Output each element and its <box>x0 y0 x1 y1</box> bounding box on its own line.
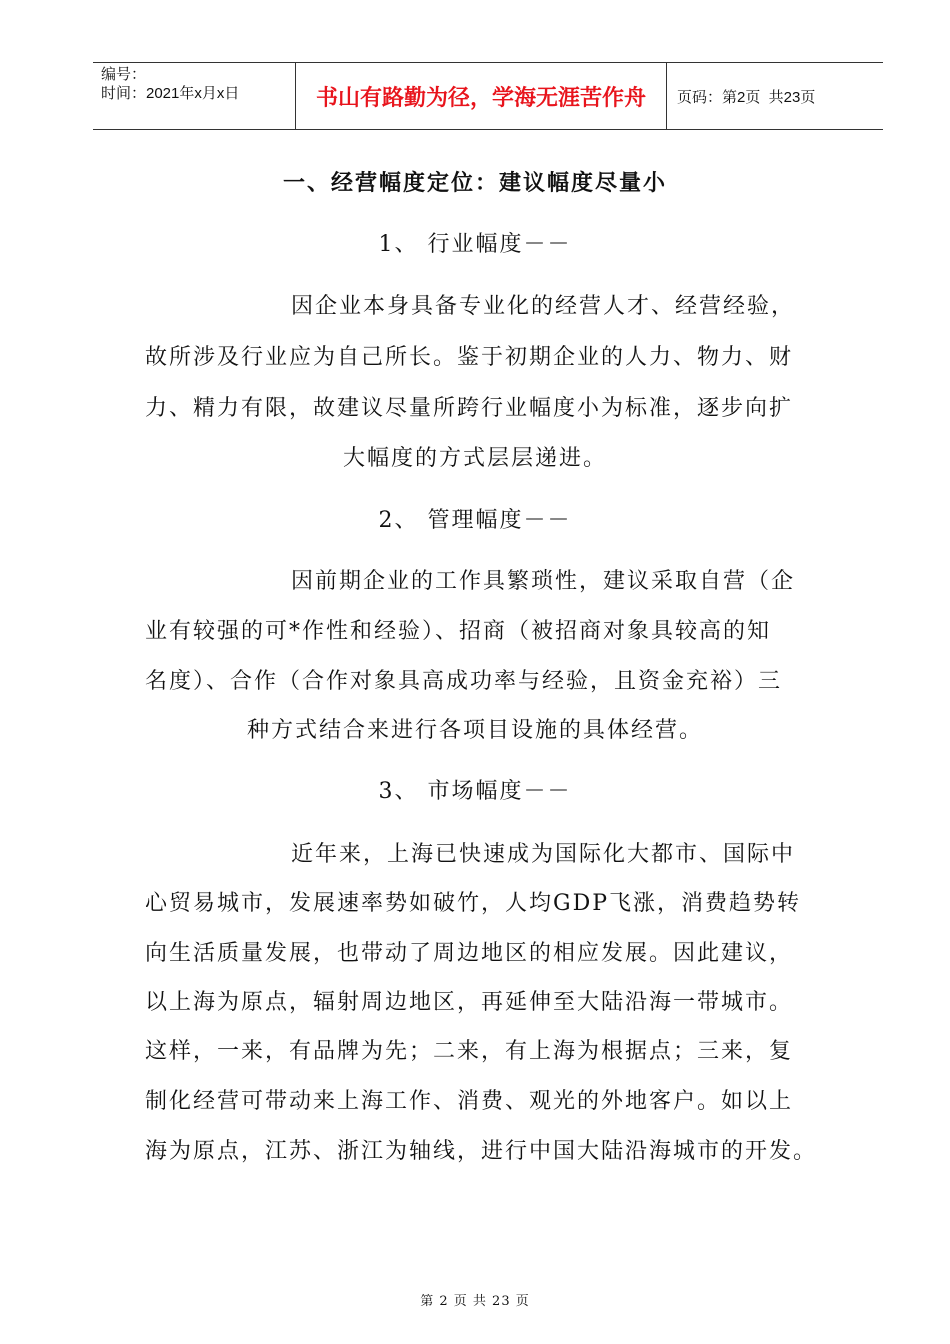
paragraph-line: 业有较强的可*作性和经验）、招商（被招商对象具较高的知 <box>145 619 772 644</box>
paragraph-line: 力、精力有限，故建议尽量所跨行业幅度小为标准，逐步向扩 <box>145 396 794 421</box>
paragraph-line: 近年来，上海已快速成为国际化大都市、国际中 <box>291 842 796 867</box>
paragraph-line: 心贸易城市，发展速率势如破竹，人均GDP飞涨，消费趋势转 <box>145 891 802 916</box>
header-page-label: 页码：第2页 共23页 <box>677 88 816 106</box>
section-heading-industry: 1、 行业幅度－－ <box>378 232 572 257</box>
paragraph-line: 故所涉及行业应为自己所长。鉴于初期企业的人力、物力、财 <box>145 345 794 370</box>
paragraph-line: 向生活质量发展，也带动了周边地区的相应发展。因此建议， <box>145 941 794 966</box>
document-number-label: 编号： <box>101 66 147 83</box>
section-heading-market: 3、 市场幅度－－ <box>378 779 572 804</box>
page-footer: 第 2 页 共 23 页 <box>420 1294 530 1309</box>
header-page-info <box>667 63 883 129</box>
paragraph-line: 种方式结合来进行各项目设施的具体经营。 <box>246 718 703 743</box>
document-time-label: 时间：2021年x月x日 <box>101 85 240 102</box>
paragraph-line: 名度）、合作（合作对象具高成功率与经验，且资金充裕）三 <box>145 669 783 694</box>
section-heading-management: 2、 管理幅度－－ <box>378 508 572 533</box>
paragraph-line: 以上海为原点，辐射周边地区，再延伸至大陆沿海一带城市。 <box>145 990 794 1015</box>
page-header <box>93 62 883 130</box>
paragraph-line: 制化经营可带动来上海工作、消费、观光的外地客户。如以上 <box>145 1089 794 1114</box>
paragraph-line: 海为原点，江苏、浙江为轴线，进行中国大陆沿海城市的开发。 <box>145 1139 818 1164</box>
paragraph-line: 这样，一来，有品牌为先；二来，有上海为根据点；三来，复 <box>145 1039 794 1064</box>
paragraph-line: 因企业本身具备专业化的经营人才、经营经验， <box>291 294 796 319</box>
header-meta <box>93 63 295 129</box>
document-title: 一、经营幅度定位：建议幅度尽量小 <box>282 170 667 196</box>
paragraph-line: 大幅度的方式层层递进。 <box>342 446 607 471</box>
header-motto: 书山有路勤为径，学海无涯苦作舟 <box>295 63 667 129</box>
paragraph-line: 因前期企业的工作具繁琐性，建议采取自营（企 <box>291 569 796 594</box>
